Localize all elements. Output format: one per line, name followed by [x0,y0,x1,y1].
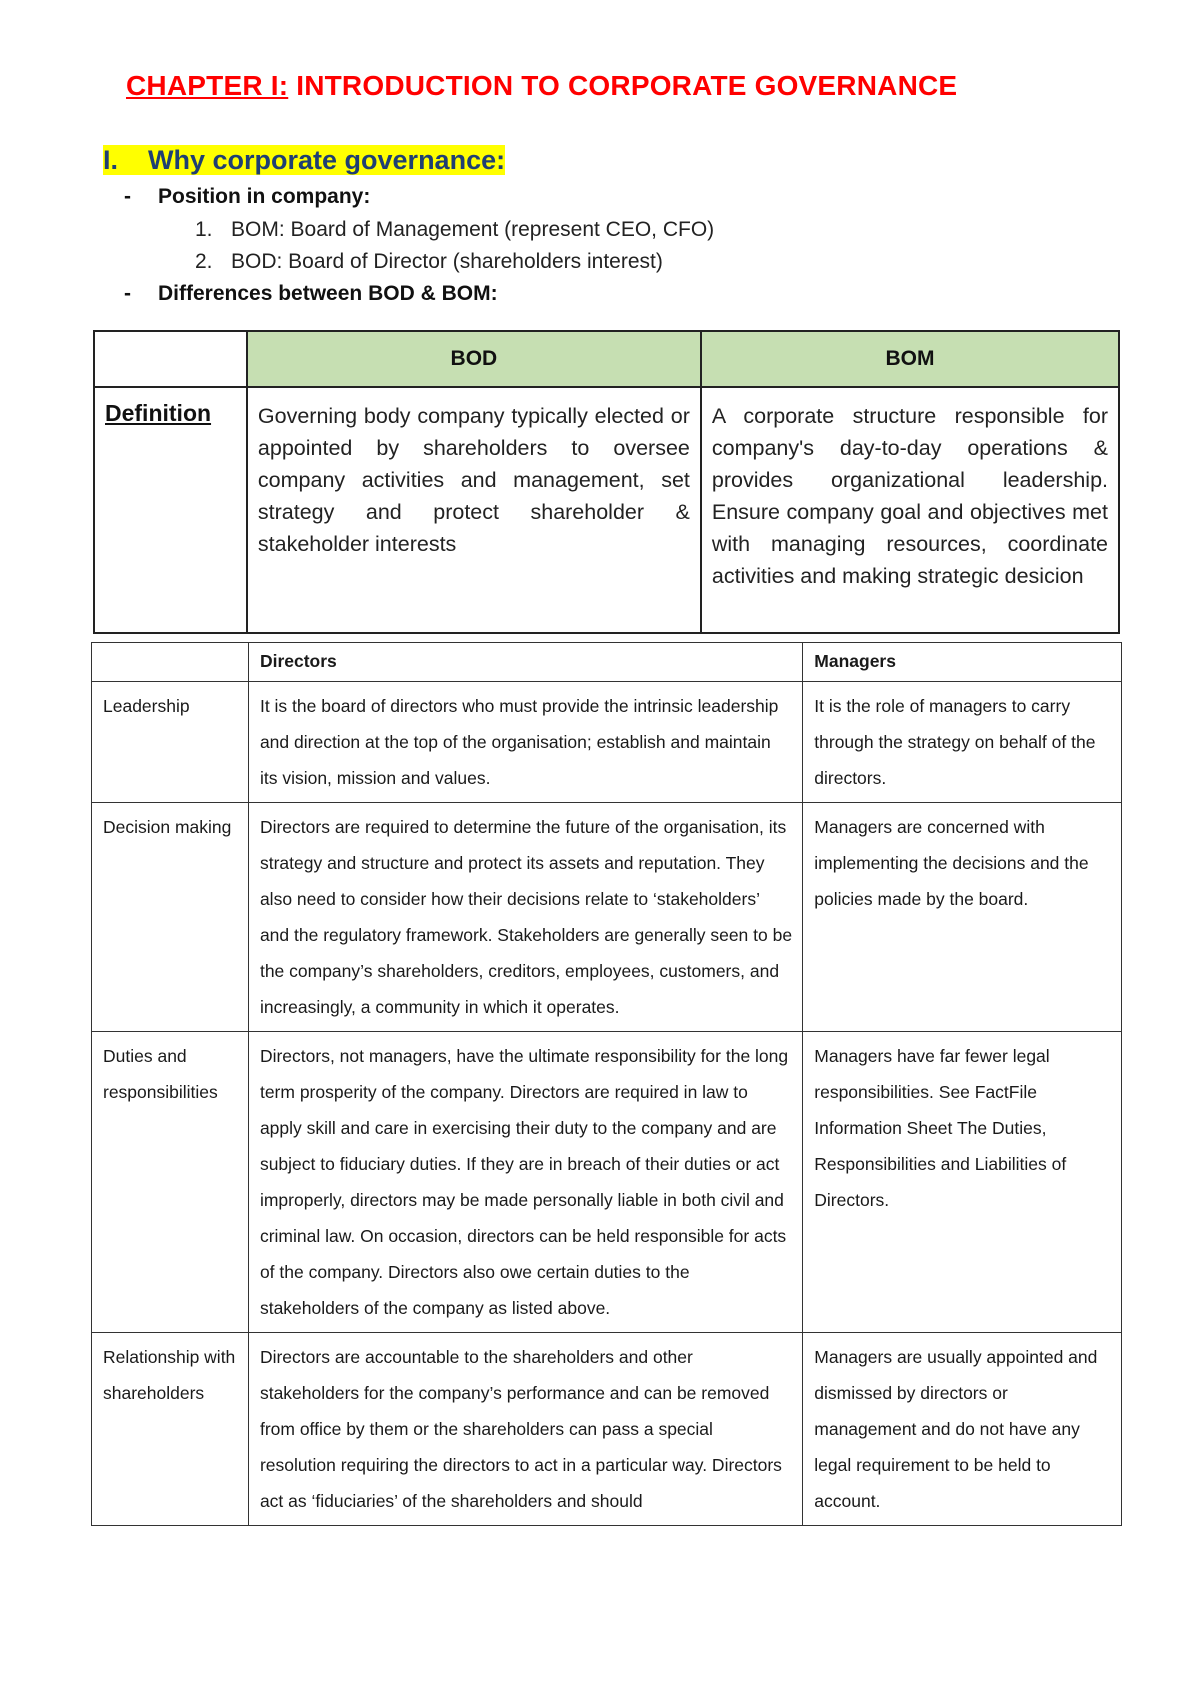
section-number: I. [103,145,119,175]
directors-cell: Directors are required to determine the future of the organisation, its strategy and structure and protect its assets and reputation. They also need to consider how their decisions relate to ‘stakeholders’ and the regulatory framework. Stakeholders are generally seen to be the company’s shareholders, creditors, employees, customers, and increasingly, a community in which it operates. [248,803,802,1032]
managers-cell: Managers are usually appointed and dismissed by directors or management and do not have any legal requirement to be held to account. [803,1333,1122,1526]
section-heading-text: Why corporate governance: [148,145,506,175]
managers-cell: Managers have far fewer legal responsibilities. See FactFile Information Sheet The Duties, Responsibilities and Liabilities of Directors. [803,1032,1122,1333]
bullet-position-text: Position in company: [158,185,371,208]
row-label: Decision making [92,803,249,1032]
column-header-directors: Directors [248,643,802,682]
list-item-number: 1. [195,218,213,241]
chapter-title [126,70,957,102]
bullet-position [124,185,370,209]
row-label-definition: Definition [94,387,247,633]
table-corner-cell [92,643,249,682]
row-label: Duties and responsibilities [92,1032,249,1333]
bullet-differences [124,282,498,306]
bullet-dash: - [124,282,131,305]
chapter-label: CHAPTER I: [126,70,289,101]
list-item-text: BOD: Board of Director (shareholders interest) [231,250,663,273]
table-row [92,803,1122,1032]
section-heading [103,145,505,176]
table-row [94,387,1119,633]
bod-definition: Governing body company typically elected or appointed by shareholders to oversee company activities and management, set strategy and protect shareholder & stakeholder interests [247,387,701,633]
column-header-bom: BOM [701,331,1119,387]
table-row [92,1032,1122,1333]
bullet-dash: - [124,185,131,208]
directors-cell: Directors, not managers, have the ultimate responsibility for the long term prosperity of the company. Directors are required in law to apply skill and care in exercising their duty to the company and are subject to fiduciary duties. If they are in breach of their duties or act improperly, directors may be made personally liable in both civil and criminal law. On occasion, directors can be held responsible for acts of the company. Directors also owe certain duties to the stakeholders of the company as listed above. [248,1032,802,1333]
bom-definition: A corporate structure responsible for company's day-to-day operations & provides organizational leadership. Ensure company goal and objectives met with managing resources, coordinate activities and making strategic desicion [701,387,1119,633]
row-label: Leadership [92,682,249,803]
directors-cell: It is the board of directors who must provide the intrinsic leadership and direction at the top of the organisation; establish and maintain its vision, mission and values. [248,682,802,803]
table-header-row [92,643,1122,682]
managers-cell: Managers are concerned with implementing the decisions and the policies made by the board. [803,803,1122,1032]
list-item [195,218,714,242]
list-item-number: 2. [195,250,213,273]
managers-cell: It is the role of managers to carry through the strategy on behalf of the directors. [803,682,1122,803]
column-header-bod: BOD [247,331,701,387]
directors-cell: Directors are accountable to the shareholders and other stakeholders for the company’s performance and can be removed from office by them or the shareholders can pass a special resolution requiring the directors to act in a particular way. Directors act as ‘fiduciaries’ of the shareholders and should [248,1333,802,1526]
bod-bom-table [93,330,1120,634]
directors-managers-table [91,642,1122,1526]
list-item [195,250,663,274]
row-label: Relationship with shareholders [92,1333,249,1526]
chapter-title-text: INTRODUCTION TO CORPORATE GOVERNANCE [296,70,958,101]
table-corner-cell [94,331,247,387]
bullet-differences-text: Differences between BOD & BOM: [158,282,498,305]
list-item-text: BOM: Board of Management (represent CEO, CFO) [231,218,715,241]
table-row [92,1333,1122,1526]
column-header-managers: Managers [803,643,1122,682]
table-row [92,682,1122,803]
table-header-row [94,331,1119,387]
